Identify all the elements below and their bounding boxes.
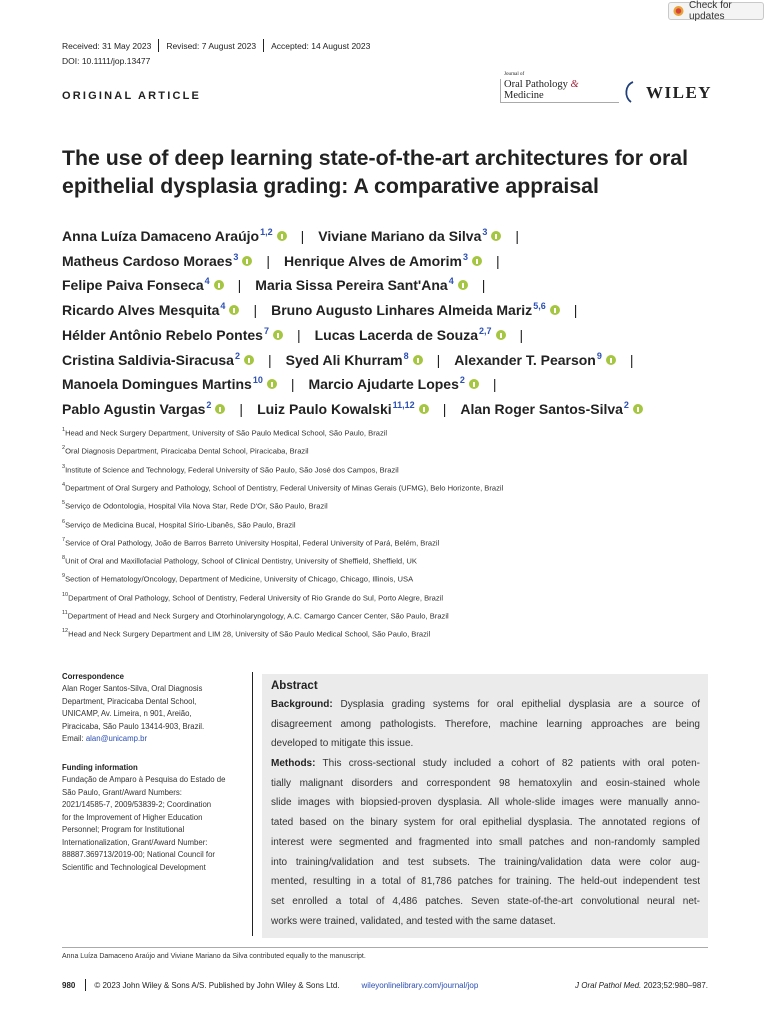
author [315,327,506,343]
author-name: Alan Roger Santos-Silva [460,400,623,417]
abstract-line [271,695,700,715]
affiliation-text: Serviço de Odontologia, Hospital Vila Nova Star, Rede D'Or, São Paulo, Brazil [65,501,328,511]
author-line [62,302,591,318]
funding-line: São Paulo, Grant/Award Numbers: [62,787,182,797]
author [286,352,423,368]
author-line [62,401,643,417]
author-name: Manoela Domingues Martins [62,376,252,393]
journal-name [504,72,618,103]
author-affiliation-ref[interactable]: 5,6 [533,301,546,312]
background-text: Dysplasia grading systems for oral epithelial dysplasia are a source of [332,699,700,710]
funding-line: Personnel; Program for Institutional [62,825,185,834]
affiliation-text: Head and Neck Surgery Department and LIM 28, University of São Paulo Medical School, São Paulo, Brazil [68,629,431,639]
author [62,228,287,244]
affiliation-text: Institute of Science and Technology, Federal University of São Paulo, São José dos Campos, Brazil [65,465,399,475]
affiliation-number: 6 [62,518,66,525]
abstract-line [271,754,700,774]
author-affiliation-ref[interactable]: 3 [482,227,488,237]
affiliation-text: Department of Head and Neck Surgery and Otorhinolaryngology, A.C. Camargo Cancer Center, São Paulo, Brazil [67,611,449,621]
author-name: Matheus Cardoso Moraes [62,252,233,269]
correspondence-email-line [62,733,248,746]
journal-name-part2: Medicine [504,90,544,101]
affiliation-number: 3 [62,463,66,470]
affiliation-number: 2 [62,445,66,452]
affiliation-number: 1 [62,427,66,433]
page-number: 980 [62,980,76,990]
author-separator: | [237,277,242,294]
citation [575,981,708,990]
affiliation-text: Unit of Oral and Maxillofacial Pathology, School of Clinical Dentistry, University of Sheffield, Sheffield, UK [65,556,417,566]
affiliation-number: 4 [62,481,66,488]
author-affiliation-ref[interactable]: 2,7 [479,325,492,336]
author-name: Lucas Lacerda de Souza [314,326,479,343]
abstract-line: slide images with biopsied-proven dysplasia. All whole-slide images were manually anno- [271,797,700,809]
orcid-icon[interactable] [214,280,224,290]
column-divider [252,672,253,936]
affiliation [62,428,387,438]
author-name: Syed Ali Khurram [285,351,403,368]
author [62,277,224,293]
author-separator: | [290,376,295,393]
copyright: © 2023 John Wiley & Sons A/S. Published by John Wiley & Sons Ltd. [94,980,340,990]
author [62,253,252,269]
correspondence-line: Piracicaba, São Paulo 13414-903, Brazil. [62,721,205,731]
orcid-icon[interactable] [633,404,643,414]
background-label: Background: [271,699,333,710]
author-affiliation-ref[interactable]: 3 [462,251,468,262]
affiliation-number: 9 [62,573,66,580]
funding-heading: Funding information [62,763,138,772]
article-title: The use of deep learning state-of-the-art architectures for oral epithelial dysplasia grading: A comparative appraisal [62,146,689,198]
check-for-updates-label: Check for updates [688,0,732,22]
orcid-icon[interactable] [469,379,479,389]
orcid-icon[interactable] [215,404,225,414]
orcid-icon[interactable] [244,355,254,365]
divider [263,39,264,52]
affiliation [62,574,413,584]
author-affiliation-ref[interactable]: 8 [403,350,409,361]
affiliation-number: 11 [62,610,68,616]
correspondence-line: Department, Piracicaba Dental School, [62,696,197,706]
author-name: Marcio Ajudarte Lopes [308,376,459,393]
affiliation-text: Head and Neck Surgery Department, University of São Paulo Medical School, São Paulo, Brazil [65,428,388,438]
affiliation-number: 8 [62,555,66,562]
orcid-icon[interactable] [277,231,287,241]
affiliation [62,446,309,456]
author-separator: | [481,277,486,294]
author-separator: | [573,302,578,319]
author-separator: | [629,351,634,368]
abstract-line: tated based on the binary system for oral epithelial dysplasia. The annotated regions of [271,817,700,829]
author [62,401,225,417]
author-name: Pablo Agustin Vargas [62,400,206,417]
funding-line: 2021/14585-7, 2009/53839-2; Coordination [62,800,212,809]
author-name: Henrique Alves de Amorim [284,252,462,269]
orcid-icon[interactable] [491,231,501,241]
orcid-icon[interactable] [229,305,239,315]
affiliation-text: Section of Hematology/Oncology, Department of Medicine, University of Chicago, Chicago, Illinois, USA [65,574,414,584]
journal-logo [500,72,713,103]
author-separator: | [442,400,447,417]
affiliation-number: 7 [62,536,66,543]
author-separator: | [239,400,244,417]
author-name: Cristina Saldivia-Siracusa [62,351,234,368]
affiliation [62,629,430,639]
author-name: Luiz Paulo Kowalski [257,400,392,417]
author-affiliation-ref[interactable]: 2 [623,399,629,410]
journal-ampersand: & [570,79,579,90]
author-affiliation-ref[interactable]: 4 [220,301,226,312]
journal-emblem-icon [622,81,636,103]
author [460,401,643,417]
orcid-icon[interactable] [606,355,616,365]
affiliation [62,593,443,603]
publisher-logo: WILEY [646,83,713,102]
journal-abbrev: J Oral Pathol Med. [575,980,642,990]
author-separator: | [266,252,271,269]
affiliation [62,520,296,530]
orcid-icon[interactable] [472,256,482,266]
check-for-updates-button[interactable] [668,2,764,20]
author [255,277,467,293]
author-separator: | [436,351,441,368]
author [271,302,560,318]
author-name: Anna Luíza Damaceno Araújo [62,228,260,244]
funding-line: 88887.369713/2019-00; National Council for [62,850,216,859]
author-line [62,376,511,392]
correspondence-line: UNICAMP, Av. Limeira, n 901, Areião, [62,709,192,718]
affiliation-text: Department of Oral Pathology, School of Dentistry, Federal University of Rio Grande do Sul, Porto Alegre, Brazil [68,593,444,603]
affiliation [62,483,503,493]
correspondence-block [62,672,248,746]
abstract-line: works were trained, validated, and tested with the same dataset. [271,915,556,927]
author [318,228,501,244]
affiliation-number: 5 [62,500,66,507]
funding-line: Fundação de Amparo à Pesquisa do Estado de [62,775,226,784]
author-affiliation-ref[interactable]: 2 [206,399,212,410]
email-label: Email: [62,734,86,743]
affiliation-text: Service of Oral Pathology, João de Barros Barreto University Hospital, Federal University of Pará, Belém, Brazil [65,538,440,548]
article-dates [62,39,370,52]
journal-prefix: Journal of [504,72,525,77]
author-name: Viviane Mariano da Silva [318,228,482,244]
orcid-icon[interactable] [273,330,283,340]
author-line [62,352,648,368]
affiliation-text: Serviço de Medicina Bucal, Hospital Sírio-Libanês, São Paulo, Brazil [65,520,296,530]
journal-name-part1: Oral Pathology [504,79,568,90]
author-separator: | [296,326,301,343]
affiliation-number: 12 [62,628,69,635]
author-affiliation-ref[interactable]: 9 [596,350,602,361]
check-updates-icon [673,5,684,17]
abstract-line: developed to mitigate this issue. [271,738,414,750]
affiliation [62,611,449,621]
affiliation [62,465,399,475]
author-separator: | [300,228,305,244]
funding-line: for the Improvement of Higher Education [62,812,203,822]
author-line [62,253,514,269]
footnote: Anna Luíza Damaceno Araújo and Viviane Mariano da Silva contributed equally to the manuscript. [62,953,366,960]
author-line [62,327,537,343]
affiliation-text: Oral Diagnosis Department, Piracicaba Dental School, Piracicaba, Brazil [65,446,309,456]
orcid-icon[interactable] [550,305,560,315]
author-separator: | [515,228,520,244]
author [62,302,239,318]
author-name: Alexander T. Pearson [454,351,596,368]
author [284,253,482,269]
author-affiliation-ref[interactable]: 1,2 [260,227,273,237]
accepted-date: Accepted: 14 August 2023 [271,40,371,51]
abstract-box [262,674,708,938]
author-affiliation-ref[interactable]: 2 [459,375,465,386]
divider [85,979,86,991]
author [62,352,254,368]
revised-date: Revised: 7 August 2023 [166,40,257,51]
author-affiliation-ref[interactable]: 10 [252,375,263,386]
affiliation [62,501,328,511]
author-affiliation-ref[interactable]: 3 [233,251,239,262]
affiliation [62,556,417,566]
author-affiliation-ref[interactable]: 4 [448,276,454,287]
author [257,401,429,417]
author-name: Ricardo Alves Mesquita [62,302,220,319]
received-date: Received: 31 May 2023 [62,40,152,51]
affiliation-text: Department of Oral Surgery and Pathology, School of Dentistry, Federal University of Minas Gerais (UFMG), Belo Horizonte, Brazil [65,483,504,493]
funding-block [62,763,248,874]
correspondence-line: Alan Roger Santos-Silva, Oral Diagnosis [62,684,203,693]
abstract-line: tially malignant disorders and correspondent 98 hematoxylin and eosin-stained whole [271,777,700,789]
article-type: ORIGINAL ARTICLE [62,90,202,102]
divider [158,39,159,52]
author-affiliation-ref[interactable]: 2 [234,350,240,361]
methods-text: This cross-sectional study included a cohort of 82 patients with oral poten- [315,758,700,770]
author-separator: | [492,376,497,393]
author-line [62,277,499,293]
correspondence-heading: Correspondence [62,672,124,681]
doi: DOI: 10.1111/jop.13477 [62,56,151,66]
affiliation-number: 10 [62,591,69,598]
author-affiliation-ref[interactable]: 7 [263,325,269,336]
citation-details: 2023;52:980–987. [641,980,708,990]
orcid-icon[interactable] [458,280,468,290]
author-separator: | [267,351,272,368]
author-line [62,228,533,244]
author-affiliation-ref[interactable]: 4 [204,276,210,287]
page-footer [62,979,708,991]
author [454,352,616,368]
author-name: Felipe Paiva Fonseca [62,277,204,294]
orcid-icon[interactable] [413,355,423,365]
author-name: Hélder Antônio Rebelo Pontes [62,326,263,343]
author-separator: | [495,252,500,269]
orcid-icon[interactable] [419,404,429,414]
author-name: Maria Sissa Pereira Sant'Ana [255,277,448,294]
orcid-icon[interactable] [267,379,277,389]
journal-url-link[interactable]: wileyonlinelibrary.com/journal/jop [361,980,479,990]
footnote-rule [62,947,708,948]
abstract-heading: Abstract [271,680,318,692]
abstract-line: set enrolled a total of 4,486 patches. Seven state-of-the-art convolutional neural net- [271,895,700,907]
author [62,327,283,343]
author [308,376,478,392]
abstract-line: interest were segmented and fragmented into small patches and non-randomly sampled [271,836,700,848]
methods-label: Methods: [271,758,316,770]
funding-line: Internationalization, Grant/Award Number: [62,837,208,847]
author-name: Bruno Augusto Linhares Almeida Mariz [271,302,533,319]
funding-line: Scientific and Technological Development [62,862,206,872]
email-link[interactable]: alan@unicamp.br [85,734,148,743]
affiliation [62,538,439,548]
abstract-line: mented, resulting in a total of 81,786 patches for training. The held-out independent test [271,876,700,888]
orcid-icon[interactable] [242,256,252,266]
abstract-line: disagreement among pathologists. Therefore, machine learning approaches are being [271,718,700,730]
author-separator: | [519,326,524,343]
author-separator: | [253,302,258,319]
abstract-line: into training/validation and test subsets. The training/validation data were color aug- [271,856,700,868]
author-affiliation-ref[interactable]: 11,12 [392,399,415,410]
orcid-icon[interactable] [496,330,506,340]
author [62,376,277,392]
